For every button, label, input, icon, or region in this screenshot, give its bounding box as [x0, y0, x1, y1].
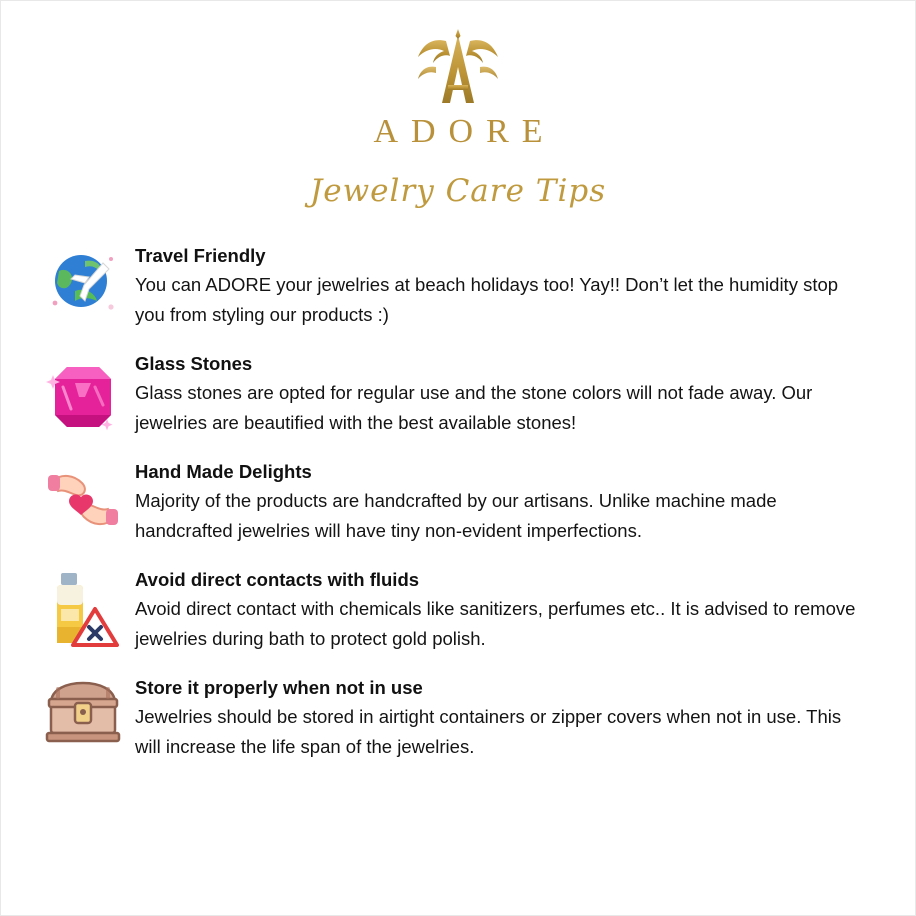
globe-airplane-icon — [31, 243, 135, 331]
list-item — [31, 351, 873, 439]
list-item-body — [135, 243, 873, 330]
hands-heart-icon — [31, 459, 135, 547]
list-item — [31, 459, 873, 547]
tip-heading: Travel Friendly — [135, 245, 266, 266]
tip-heading: Glass Stones — [135, 353, 253, 374]
list-item-body — [135, 675, 873, 762]
list-item — [31, 567, 873, 655]
tip-heading: Store it properly when not in use — [135, 677, 423, 698]
list-item-body — [135, 351, 873, 438]
list-item — [31, 243, 873, 331]
page-title: Jewelry Care Tips — [309, 173, 607, 209]
tip-text: Majority of the products are handcrafted by our artisans. Unlike machine made handcrafted jewelries will have tiny non-evident imperfections. — [135, 489, 777, 541]
tip-heading: Avoid direct contacts with fluids — [135, 569, 420, 590]
brand-header — [1, 1, 915, 209]
care-tips-list — [1, 243, 915, 763]
list-item — [31, 675, 873, 763]
tip-text: Avoid direct contact with chemicals like sanitizers, perfumes etc.. It is advised to remove jewelries during bath to protect gold polish. — [135, 597, 856, 649]
tip-text: Jewelries should be stored in airtight containers or zipper covers when not in use. This will increase the life span of the jewelries. — [135, 705, 842, 757]
brand-name: ADORE — [373, 113, 556, 150]
chemical-bottle-warning-icon — [31, 567, 135, 655]
list-item-body — [135, 567, 873, 654]
list-item-body — [135, 459, 873, 546]
adore-monogram-icon — [388, 27, 528, 111]
tip-heading: Hand Made Delights — [135, 461, 312, 482]
tip-text: Glass stones are opted for regular use and the stone colors will not fade away. Our jewelries are beautified with the best available stones! — [135, 381, 813, 433]
gem-stone-icon — [31, 351, 135, 439]
treasure-chest-icon — [31, 675, 135, 763]
tip-text: You can ADORE your jewelries at beach holidays too! Yay!! Don’t let the humidity stop you from styling our products :) — [135, 273, 839, 325]
